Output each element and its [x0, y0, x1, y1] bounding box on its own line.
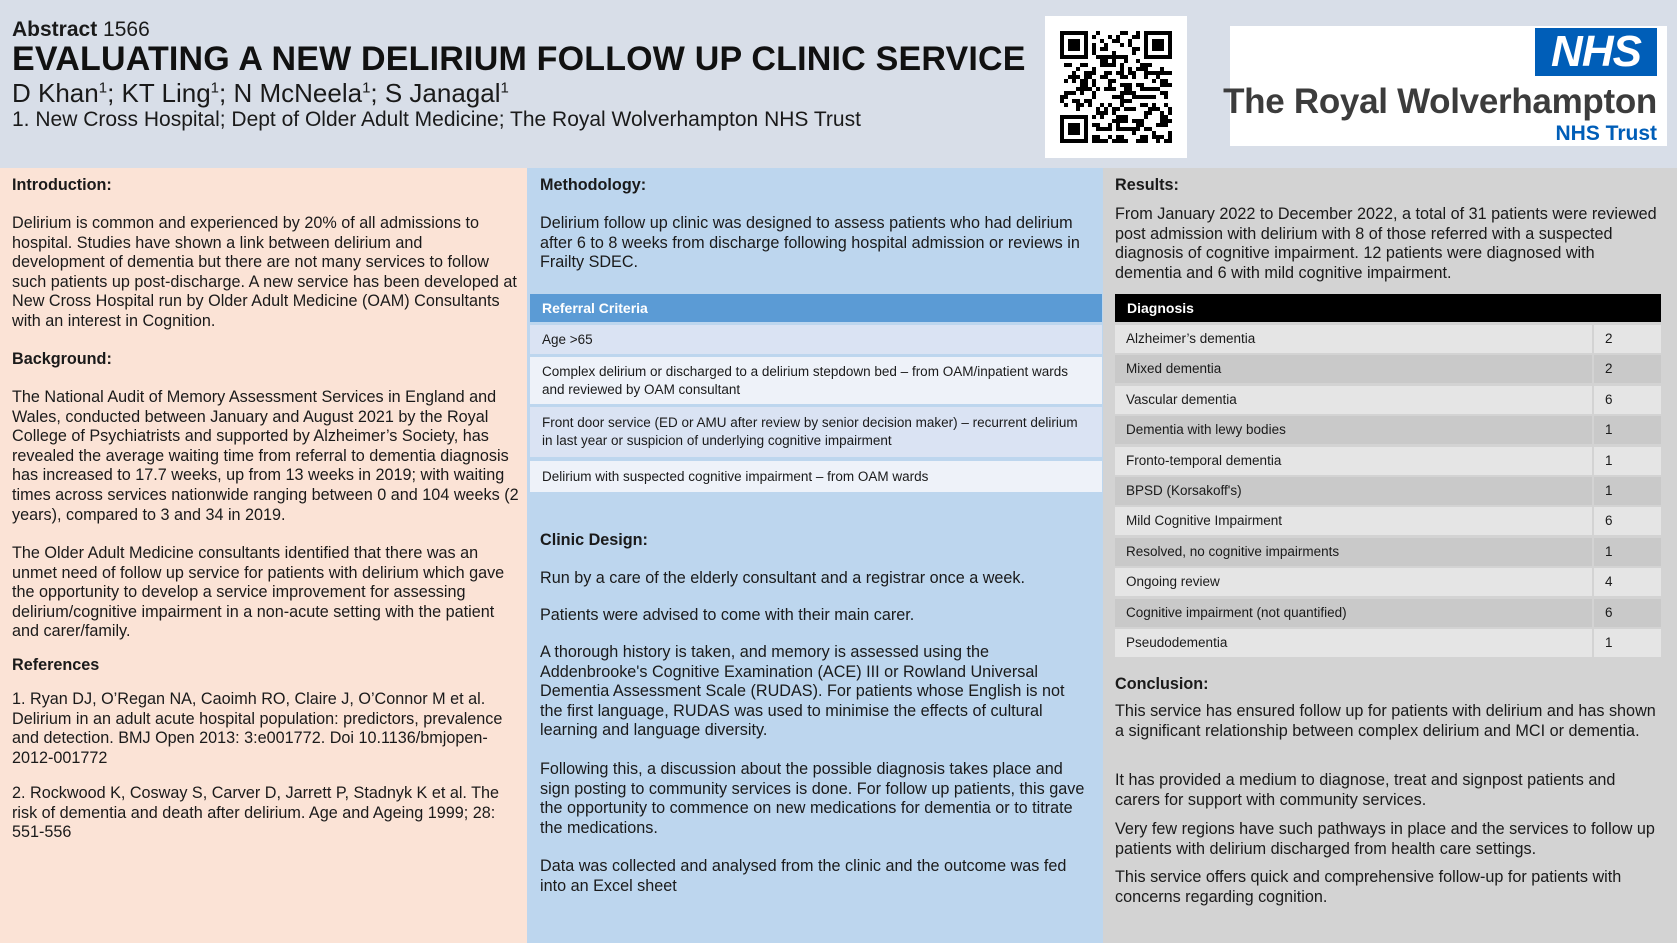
diagnosis-count-cell: 6	[1594, 599, 1661, 627]
referral-criteria-header: Referral Criteria	[530, 294, 1102, 322]
diagnosis-table-row	[1115, 355, 1661, 383]
conclusion-paragraph: It has provided a medium to diagnose, treat and signpost patients and carers for support with community services.	[1115, 771, 1616, 809]
conclusion-paragraph: Very few regions have such pathways in place and the services to follow up patients with delirium discharged from health care settings.	[1115, 820, 1655, 858]
diagnosis-count-cell: 6	[1594, 386, 1661, 414]
poster-header	[0, 0, 1677, 168]
diagnosis-table-row	[1115, 629, 1661, 657]
conclusion-paragraph: This service offers quick and comprehensive follow-up for patients with concerns regarding cognition.	[1115, 868, 1622, 906]
author: N McNeela	[233, 78, 363, 108]
diagnosis-name-cell: Vascular dementia	[1115, 386, 1592, 414]
author: D Khan	[12, 78, 99, 108]
background-paragraph-1: The National Audit of Memory Assessment Services in England and Wales, conducted between January and August 2021 by the Royal College of Psychiatrists and supported by Alzheimer’s Society, has revealed the average waiting time from referral to dementia diagnosis has increased to 17.7 weeks, up from 13 weeks in 2019; with waiting times across services nationwide ranging between 0 and 104 weeks (2 years), compared to 3 and 34 in 2019.	[12, 388, 519, 524]
diagnosis-count-cell: 2	[1594, 355, 1661, 383]
diagnosis-table-row	[1115, 599, 1661, 627]
diagnosis-count-cell: 1	[1594, 416, 1661, 444]
clinic-design-paragraph: Run by a care of the elderly consultant and a registrar once a week.	[540, 569, 1026, 587]
diagnosis-name-cell: Cognitive impairment (not quantified)	[1115, 599, 1592, 627]
diagnosis-name-cell: Mild Cognitive Impairment	[1115, 507, 1592, 535]
reference-item: 2. Rockwood K, Cosway S, Carver D, Jarrett P, Stadnyk K et al. The risk of dementia and death after delirium. Age and Ageing 1999; 28: 551-556	[12, 784, 500, 842]
author: S Janagal	[384, 78, 501, 108]
abstract-label: Abstract 1566	[12, 18, 150, 41]
background-heading: Background:	[12, 350, 112, 368]
methodology-heading: Methodology:	[540, 176, 647, 194]
diagnosis-table-row	[1115, 416, 1661, 444]
nhs-logo	[1223, 26, 1667, 146]
diagnosis-name-cell: BPSD (Korsakoff's)	[1115, 477, 1592, 505]
author: KT Ling	[121, 78, 211, 108]
diagnosis-name-cell: Resolved, no cognitive impairments	[1115, 538, 1592, 566]
diagnosis-table-row	[1115, 386, 1661, 414]
clinic-design-paragraph: Patients were advised to come with their main carer.	[540, 606, 915, 624]
conclusion-heading: Conclusion:	[1115, 675, 1209, 693]
diagnosis-count-cell: 1	[1594, 629, 1661, 657]
methodology-text: Delirium follow up clinic was designed to assess patients who had delirium after 6 to 8 weeks from discharge following hospital admission or reviews in Frailty SDEC.	[540, 214, 1080, 272]
references-heading: References	[12, 656, 100, 674]
trust-name: The Royal Wolverhampton	[1223, 82, 1657, 121]
diagnosis-name-cell: Dementia with lewy bodies	[1115, 416, 1592, 444]
diagnosis-name-cell: Pseudodementia	[1115, 629, 1592, 657]
diagnosis-count-cell: 6	[1594, 507, 1661, 535]
trust-subtitle: NHS Trust	[1555, 122, 1657, 145]
diagnosis-table-row	[1115, 325, 1661, 353]
clinic-design-paragraph: Data was collected and analysed from the clinic and the outcome was fed into an Excel sheet	[540, 857, 1067, 895]
clinic-design-paragraph: Following this, a discussion about the possible diagnosis takes place and sign posting to community services is done. For follow up patients, this gave the opportunity to commence on new medications for dementia or to titrate the medications.	[540, 760, 1085, 837]
qr-code[interactable]	[1045, 16, 1187, 158]
diagnosis-table-row	[1115, 477, 1661, 505]
diagnosis-table-row	[1115, 568, 1661, 596]
diagnosis-count-cell: 1	[1594, 477, 1661, 505]
author-affil-mark: 1	[98, 79, 108, 97]
referral-criteria-row: Age >65	[530, 325, 1102, 354]
diagnosis-name-cell: Fronto-temporal dementia	[1115, 447, 1592, 475]
introduction-heading: Introduction:	[12, 176, 112, 194]
results-heading: Results:	[1115, 176, 1179, 194]
diagnosis-count-cell: 4	[1594, 568, 1661, 596]
author-list: D Khan$^1$; KT Ling$^1$; N McNeela$^1$; S Janagal$^1$	[12, 78, 509, 108]
diagnosis-count-cell: 1	[1594, 447, 1661, 475]
referral-criteria-row: Complex delirium or discharged to a delirium stepdown bed – from OAM/inpatient wards and reviewed by OAM consultant	[530, 357, 1102, 404]
referral-criteria-row: Delirium with suspected cognitive impairment – from OAM wards	[530, 461, 1102, 492]
diagnosis-table-row	[1115, 507, 1661, 535]
diagnosis-count-cell: 2	[1594, 325, 1661, 353]
diagnosis-table-row	[1115, 538, 1661, 566]
author-affil-mark: 1	[362, 79, 371, 97]
background-paragraph-2: The Older Adult Medicine consultants identified that there was an unmet need of follow up service for patients with delirium which gave the opportunity to develop a service improvement for assessing delirium/cognitive impairment in a non-acute setting with the patient and carer/family.	[12, 544, 505, 641]
diagnosis-table-row	[1115, 447, 1661, 475]
qr-code-icon	[1060, 31, 1172, 143]
referral-criteria-row: Front door service (ED or AMU after review by senior decision maker) – recurrent delirium in last year or suspicion of underlying cognitive impairment	[530, 407, 1102, 457]
conclusion-paragraph: This service has ensured follow up for patients with delirium and has shown a significant relationship between complex delirium and MCI or dementia.	[1115, 702, 1656, 740]
diagnosis-count-cell: 1	[1594, 538, 1661, 566]
abstract-number: 1566	[103, 18, 150, 41]
reference-item: 1. Ryan DJ, O’Regan NA, Caoimh RO, Claire J, O’Connor M et al. Delirium in an adult acute hospital population: predictors, prevalence and detection. BMJ Open 2013: 3:e001772. Doi 10.1136/bmjopen-2012-001772	[12, 690, 503, 767]
diagnosis-name-cell: Ongoing review	[1115, 568, 1592, 596]
introduction-text: Delirium is common and experienced by 20% of all admissions to hospital. Studies have shown a link between delirium and development of dementia but there are not many services to follow such patients up post-discharge. A new service has been developed at New Cross Hospital run by Older Adult Medicine (OAM) Consultants with an interest in Cognition.	[12, 214, 517, 330]
diagnosis-name-cell: Mixed dementia	[1115, 355, 1592, 383]
diagnosis-name-cell: Alzheimer’s dementia	[1115, 325, 1592, 353]
author-affil-mark: 1	[210, 79, 220, 97]
author-affil-mark: 1	[500, 79, 509, 97]
diagnosis-table-header: Diagnosis	[1115, 294, 1661, 322]
nhs-badge: NHS	[1535, 28, 1657, 76]
affiliation: 1. New Cross Hospital; Dept of Older Adult Medicine; The Royal Wolverhampton NHS Trust	[12, 108, 861, 131]
poster-title: EVALUATING A NEW DELIRIUM FOLLOW UP CLINIC SERVICE	[12, 40, 1026, 78]
results-text: From January 2022 to December 2022, a total of 31 patients were reviewed post admission with delirium with 8 of those referred with a suspected diagnosis of cognitive impairment. 12 patients were diagnosed with dementia and 6 with mild cognitive impairment.	[1115, 205, 1657, 282]
clinic-design-paragraph: A thorough history is taken, and memory is assessed using the Addenbrooke's Cognitive Examination (ACE) III or Rowland Universal Dementia Assessment Scale (RUDAS). For patients whose English is not the first language, RUDAS was used to minimise the effects of cultural learning and language diversity.	[540, 643, 1065, 740]
clinic-design-heading: Clinic Design:	[540, 531, 648, 549]
